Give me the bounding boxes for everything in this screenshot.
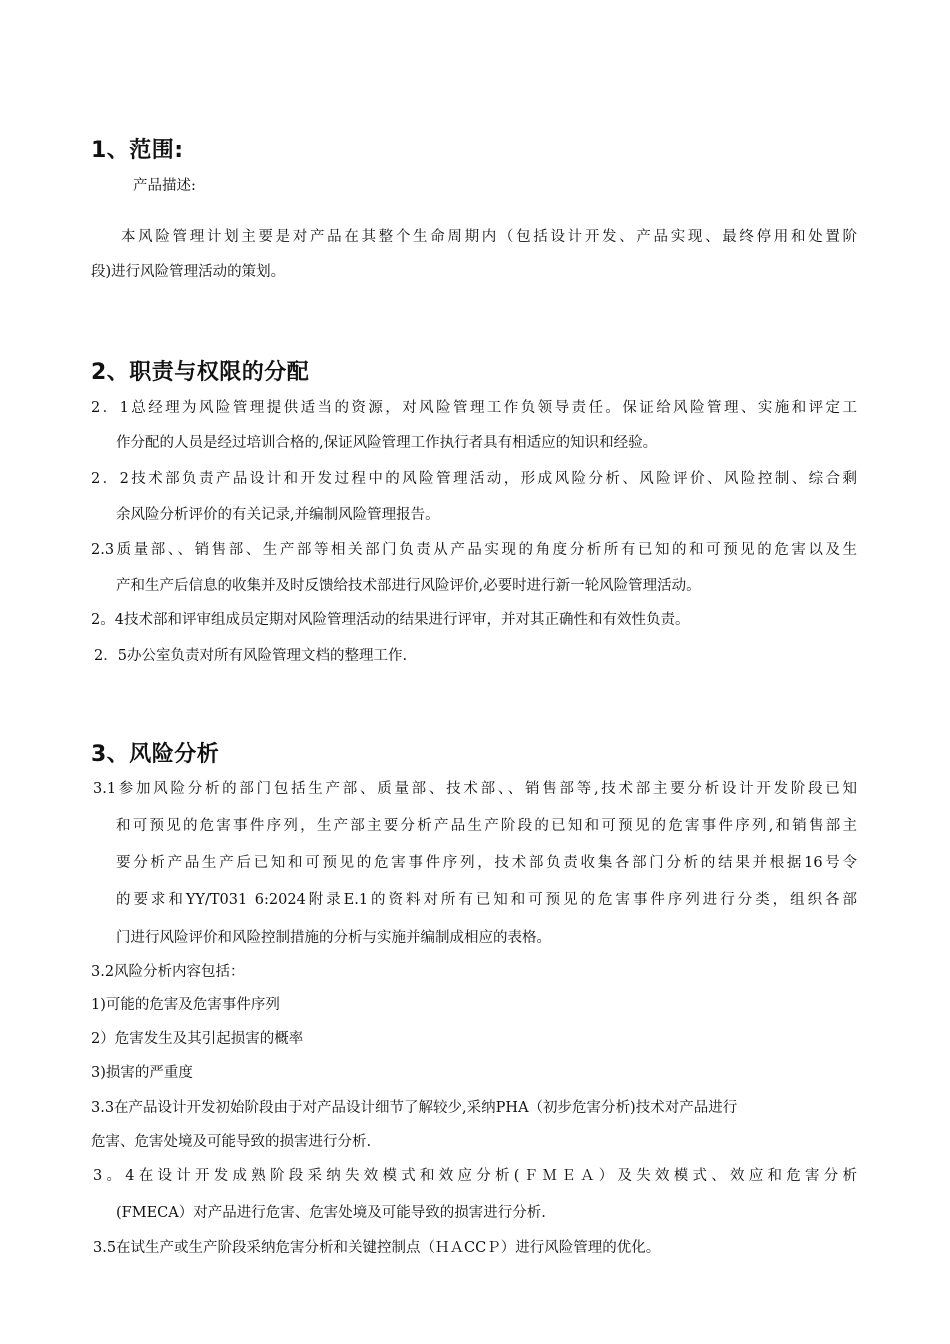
item-3-1-line-5: 门进行风险评价和风险控制措施的分析与实施并编制成相应的表格。 xyxy=(116,930,551,946)
item-3-3-line-1: 3.3在产品设计开发初始阶段由于对产品设计细节了解较少,采纳PHA（初步危害分析)技术对产品进行 xyxy=(91,1100,738,1116)
item-3-3-line-2: 危害、危害处境及可能导致的损害进行分析. xyxy=(91,1134,372,1150)
section-2-heading: 2、职责与权限的分配 xyxy=(91,360,310,385)
item-2-4: 2。4技术部和评审组成员定期对风险管理活动的结果进行评审，并对其正确性和有效性负责。 xyxy=(91,612,690,628)
item-3-1-line-2: 和可预见的危害事件序列，生产部主要分析产品生产阶段的已知和可预见的危害事件序列,和销售部主 xyxy=(116,818,857,834)
section-1-heading: 1、范围: xyxy=(91,138,184,163)
item-3-2: 3.2风险分析内容包括： xyxy=(91,964,245,980)
item-2-2-line-2: 余风险分析评价的有关记录,并编制风险管理报告。 xyxy=(116,507,440,523)
item-2-1-line-2: 作分配的人员是经过培训合格的,保证风险管理工作执行者具有相适应的知识和经验。 xyxy=(116,435,658,451)
section-3-heading: 3、风险分析 xyxy=(91,742,220,767)
item-2-3-line-1: 2.3质量部、、销售部、生产部等相关部门负责从产品实现的角度分析所有已知的和可预见的危害以及生 xyxy=(91,542,857,558)
section-1-paragraph-line-1: 本风险管理计划主要是对产品在其整个生命周期内（包括设计开发、产品实现、最终停用和处置阶 xyxy=(121,229,857,245)
section-1-paragraph-line-2: 段)进行风险管理活动的策划。 xyxy=(91,264,286,280)
list-item-2: 2）危害发生及其引起损害的概率 xyxy=(91,1031,304,1047)
item-3-1-line-4: 的要求和YY/T031 6:2024附录E.1的资料对所有已知和可预见的危害事件序列进行分类，组织各部 xyxy=(116,892,857,908)
item-3-1-line-1: 3.1参加风险分析的部门包括生产部、质量部、技术部、、销售部等,技术部主要分析设计开发阶段已知 xyxy=(93,781,857,797)
item-3-5: 3.5在试生产或生产阶段采纳危害分析和关键控制点（ＨＡCCＰ）进行风险管理的优化。 xyxy=(93,1240,661,1256)
item-3-1-line-3: 要分析产品生产后已知和可预见的危害事件序列，技术部负责收集各部门分析的结果并根据16号令 xyxy=(116,855,857,871)
list-item-3: 3)损害的严重度 xyxy=(91,1065,193,1081)
list-item-1: 1)可能的危害及危害事件序列 xyxy=(91,997,280,1013)
product-description-label: 产品描述: xyxy=(133,178,196,194)
item-3-4-line-1: 3。4在设计开发成熟阶段采纳失效模式和效应分析(ＦＭＥＡ）及失效模式、效应和危害分析 xyxy=(93,1168,857,1184)
item-3-4-line-2: (FMECA）对产品进行危害、危害处境及可能导致的损害进行分析. xyxy=(116,1205,546,1221)
item-2-1-line-1: 2．1总经理为风险管理提供适当的资源，对风险管理工作负领导责任。保证给风险管理、实施和评定工 xyxy=(91,400,857,416)
item-2-5: 2．5办公室负责对所有风险管理文档的整理工作. xyxy=(94,648,408,664)
item-2-2-line-1: 2．2技术部负责产品设计和开发过程中的风险管理活动，形成风险分析、风险评价、风险控制、综合剩 xyxy=(91,471,857,487)
item-2-3-line-2: 产和生产后信息的收集并及时反馈给技术部进行风险评价,必要时进行新一轮风险管理活动。 xyxy=(116,578,701,594)
